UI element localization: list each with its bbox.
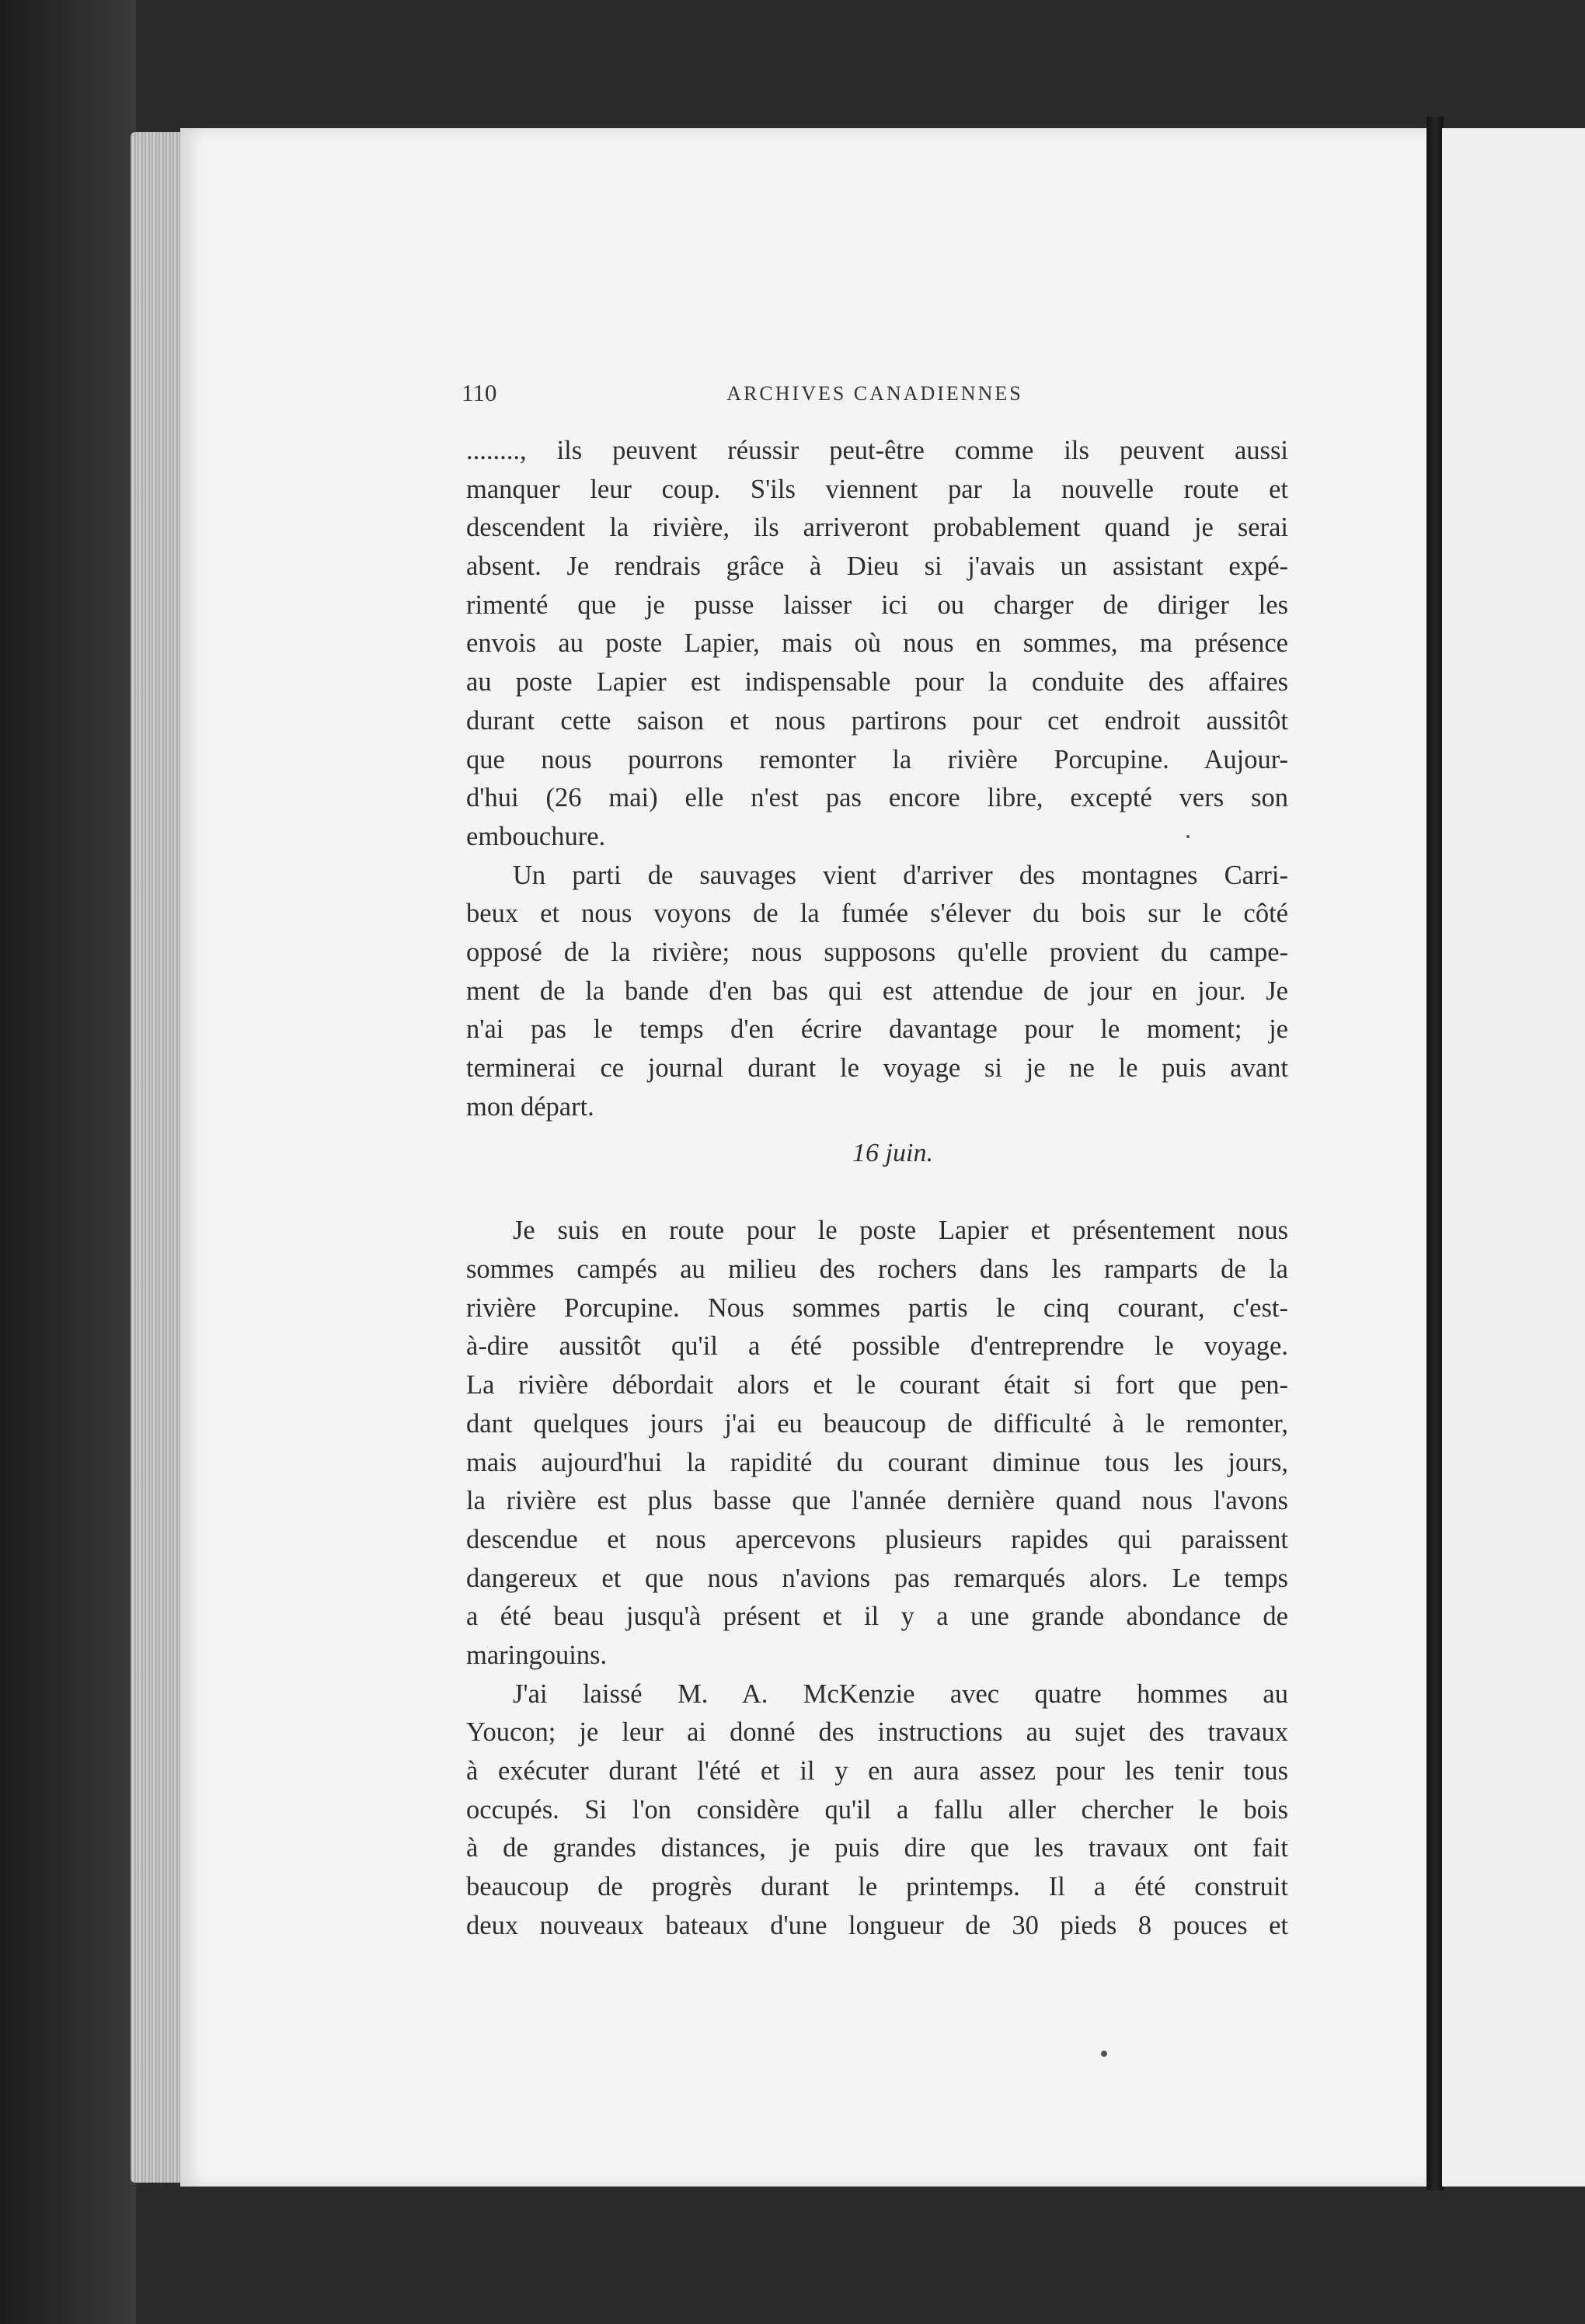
text-line: descendue et nous apercevons plusieurs rapides qui paraissent [466,1524,1288,1554]
body-text [466,432,1288,1945]
text-line: terminerai ce journal durant le voyage si je ne le puis avant [466,1053,1288,1083]
text-line: dangereux et que nous n'avions pas remarqués alors. Le temps [466,1563,1288,1593]
text-line: à-dire aussitôt qu'il a été possible d'entreprendre le voyage. [466,1331,1288,1362]
text-line: d'hui (26 mai) elle n'est pas encore libre, excepté vers son [466,783,1288,813]
text-line: mon départ. [466,1091,594,1122]
paragraph-2 [466,857,1288,1127]
text-line: que nous pourrons remonter la rivière Porcupine. Aujour- [466,744,1288,774]
text-line: beaucoup de progrès durant le printemps. Il a été construit [466,1872,1288,1902]
text-line: a été beau jusqu'à présent et il y a une grande abondance de [466,1602,1288,1632]
text-line: au poste Lapier est indispensable pour la conduite des affaires [466,667,1288,698]
book-gutter [1426,117,1444,2190]
dust-speck [1186,835,1190,838]
text-line: Un parti de sauvages vient d'arriver des montagnes Carri- [513,860,1288,890]
text-line: rimenté que je pusse laisser ici ou charger de diriger les [466,590,1288,620]
text-line: beux et nous voyons de la fumée s'élever du bois sur le côté [466,899,1288,929]
page-number: 110 [462,379,497,406]
text-line: maringouins. [466,1640,608,1670]
text-line: opposé de la rivière; nous supposons qu'elle provient du campe- [466,937,1288,967]
paragraph-1 [466,432,1288,857]
date-heading: 16 juin. [852,1139,933,1168]
text-line: sommes campés au milieu des rochers dans les ramparts de la [466,1254,1288,1285]
text-line: Youcon; je leur ai donné des instructions au sujet des travaux [466,1717,1288,1748]
text-line: à exécuter durant l'été et il y en aura assez pour les tenir tous [466,1756,1288,1786]
text-line: descendent la rivière, ils arriveront probablement quand je serai [466,513,1288,543]
text-line: à de grandes distances, je puis dire que les travaux ont fait [466,1833,1288,1863]
text-line: occupés. Si l'on considère qu'il a fallu aller chercher le bois [466,1794,1288,1825]
text-line: deux nouveaux bateaux d'une longueur de 30 pieds 8 pouces et [466,1910,1288,1940]
text-line: absent. Je rendrais grâce à Dieu si j'avais un assistant expé- [466,551,1288,582]
text-line: durant cette saison et nous partirons pour cet endroit aussitôt [466,705,1288,736]
running-title: ARCHIVES CANADIENNES [726,382,1023,405]
running-head [462,379,1288,410]
paragraph-3 [466,1212,1288,1675]
page-edges [131,132,185,2183]
text-line: embouchure. [466,821,606,851]
text-line: la rivière est plus basse que l'année dernière quand nous l'avons [466,1486,1288,1516]
text-line: Je suis en route pour le poste Lapier et présentement nous [513,1216,1288,1246]
text-line: J'ai laissé M. A. McKenzie avec quatre hommes au [513,1679,1288,1709]
paragraph-4 [466,1675,1288,1946]
text-line: n'ai pas le temps d'en écrire davantage pour le moment; je [466,1014,1288,1045]
text-line: ment de la bande d'en bas qui est attendue de jour en jour. Je [466,976,1288,1006]
text-line: rivière Porcupine. Nous sommes partis le cinq courant, c'est- [466,1292,1288,1323]
facing-page-edge [1442,128,1585,2187]
text-line: envois au poste Lapier, mais où nous en sommes, ma présence [466,628,1288,659]
dust-speck [1101,2051,1107,2057]
text-line: manquer leur coup. S'ils viennent par la nouvelle route et [466,474,1288,504]
text-line: dant quelques jours j'ai eu beaucoup de difficulté à le remonter, [466,1408,1288,1439]
scanner-background [0,0,136,2324]
text-line: ........, ils peuvent réussir peut-être comme ils peuvent aussi [466,436,1288,465]
text-line: mais aujourd'hui la rapidité du courant diminue tous les jours, [466,1447,1288,1477]
text-line: La rivière débordait alors et le courant était si fort que pen- [466,1370,1288,1400]
